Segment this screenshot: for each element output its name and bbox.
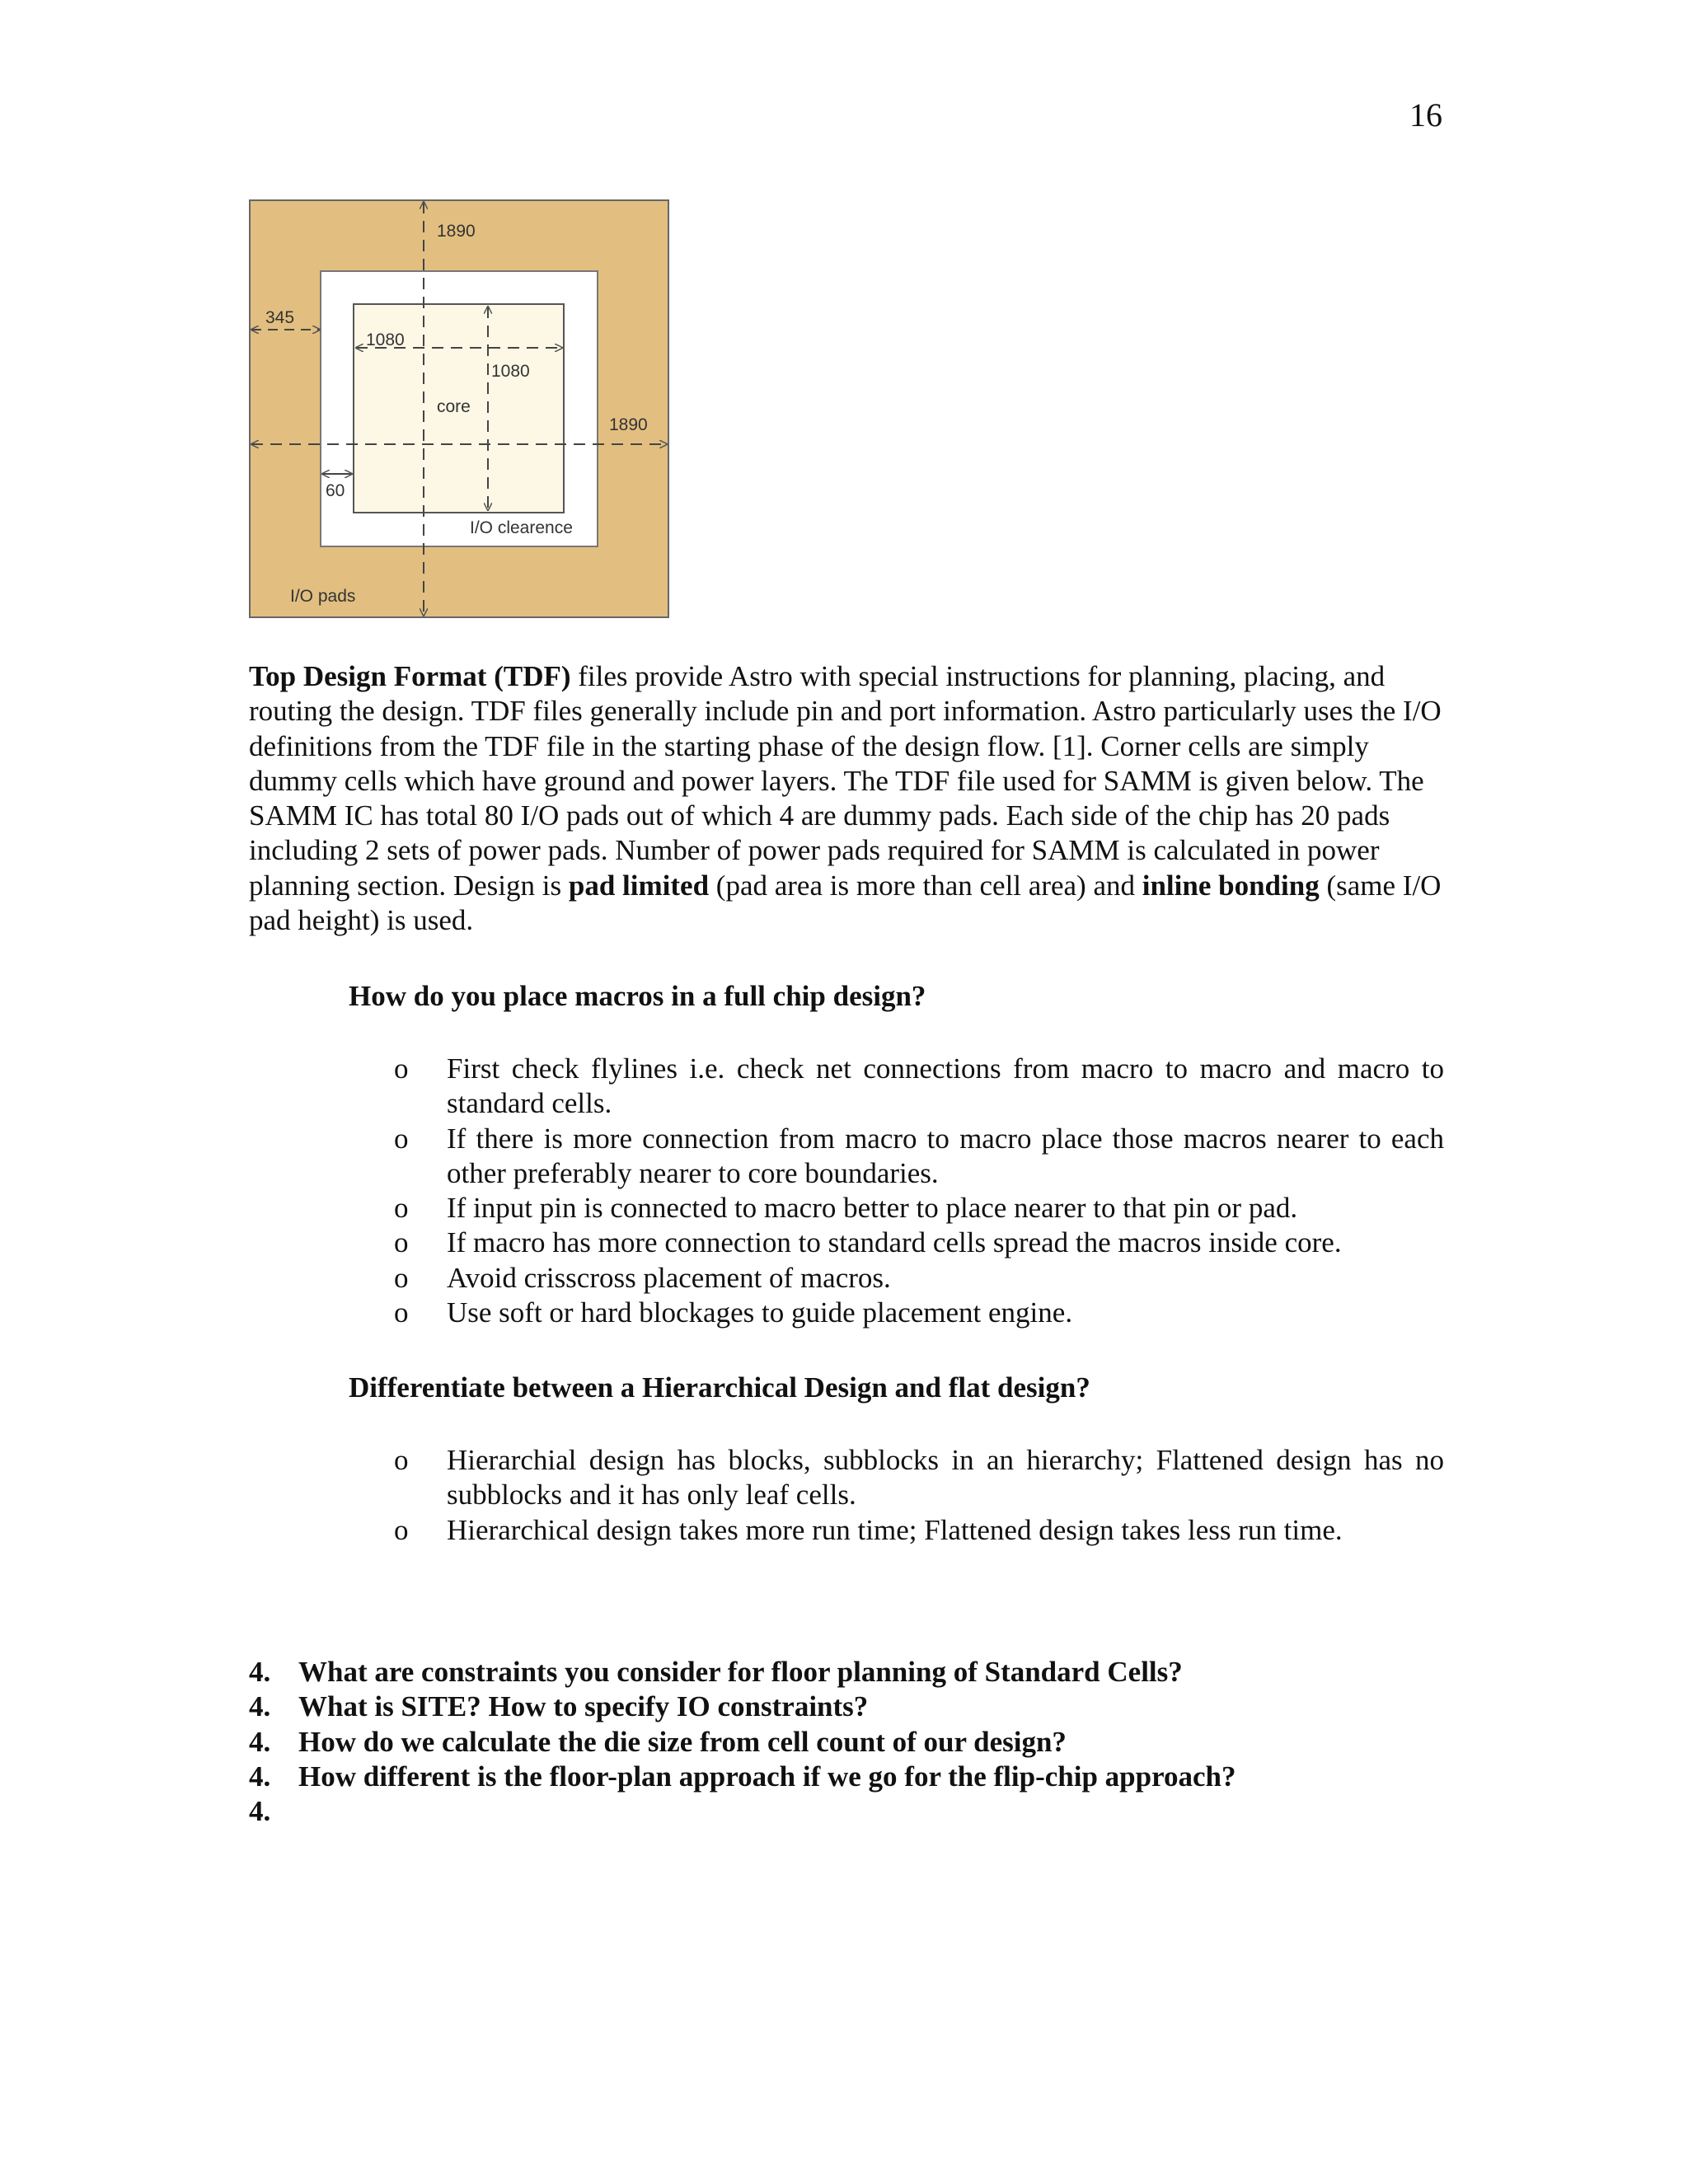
hierarchy-list	[394, 1443, 1444, 1548]
question-macro-placement: How do you place macros in a full chip design?	[349, 980, 926, 1012]
page-number: 16	[1409, 96, 1442, 134]
list-item: o If there is more connection from macro to macro place those macros nearer to each other preferably nearer to core boundaries.	[394, 1122, 1444, 1189]
inline-bonding-term: inline bonding	[1142, 869, 1320, 902]
numbered-questions	[249, 1655, 1444, 1829]
macro-placement-list	[394, 1052, 1444, 1330]
list-item: o If input pin is connected to macro better to place nearer to that pin or pad.	[394, 1191, 1444, 1226]
bullet-mark: o	[394, 1192, 409, 1225]
numbered-question: 4. What is SITE? How to specify IO constraints?	[249, 1690, 869, 1723]
list-item: o Hierarchical design takes more run time; Flattened design takes less run time.	[394, 1513, 1444, 1548]
bullet-mark: o	[394, 1261, 409, 1294]
label-margin: 60	[326, 481, 345, 500]
bullet-mark: o	[394, 1513, 409, 1546]
bullet-mark: o	[394, 1122, 409, 1155]
list-item: o Use soft or hard blockages to guide placement engine.	[394, 1296, 1444, 1330]
paragraph-text-3: (same I/O pad height) is used.	[249, 869, 1442, 937]
numbered-question: 4. How do we calculate the die size from cell count of our design?	[249, 1725, 1067, 1758]
pad-limited-term: pad limited	[568, 869, 710, 902]
label-left-offset: 345	[265, 308, 295, 327]
label-clearance: I/O clearence	[470, 518, 573, 537]
tdf-term: Top Design Format (TDF)	[249, 660, 571, 692]
bullet-mark: o	[394, 1052, 409, 1085]
list-item: o If macro has more connection to standard cells spread the macros inside core.	[394, 1226, 1444, 1260]
list-item: o Hierarchial design has blocks, subblocks in an hierarchy; Flattened design has no subblocks and it has only leaf cells.	[394, 1444, 1444, 1511]
numbered-question: 4. How different is the floor-plan approach if we go for the flip-chip approach?	[249, 1760, 1236, 1793]
paragraph-text-1: files provide Astro with special instructions for planning, placing, and routing the design. TDF files generally include pin and port information. Astro particularly uses the I/O definitions from the TDF file in the starting phase of the design flow. [1]. Corner cells are simply dummy cells which have ground and power layers. The TDF file used for SAMM is given below. The SAMM IC has total 80 I/O pads out of which 4 are dummy pads. Each side of the chip has 20 pads including 2 sets of power pads. Number of power pads required for SAMM is calculated in power planning section. Design is	[249, 660, 1442, 902]
label-core: core	[437, 397, 471, 416]
numbered-question: 4.	[249, 1795, 271, 1828]
list-item: o First check flylines i.e. check net connections from macro to macro and macro to standard cells.	[394, 1052, 1444, 1120]
label-core-width: 1080	[366, 330, 405, 349]
label-pads: I/O pads	[290, 587, 356, 606]
label-right-dim: 1890	[609, 415, 648, 434]
bullet-mark: o	[394, 1444, 409, 1476]
bullet-mark: o	[394, 1226, 409, 1259]
label-core-height: 1080	[491, 362, 530, 381]
tdf-paragraph	[249, 659, 1444, 938]
question-hierarchical-vs-flat: Differentiate between a Hierarchical Design and flat design?	[349, 1371, 1090, 1404]
floorplan-figure	[249, 199, 669, 618]
numbered-question: 4. What are constraints you consider for floor planning of Standard Cells?	[249, 1656, 1183, 1688]
label-top-dim: 1890	[437, 222, 476, 241]
bullet-mark: o	[394, 1296, 409, 1329]
paragraph-text-2: (pad area is more than cell area) and	[709, 869, 1142, 902]
list-item: o Avoid crisscross placement of macros.	[394, 1261, 1444, 1296]
